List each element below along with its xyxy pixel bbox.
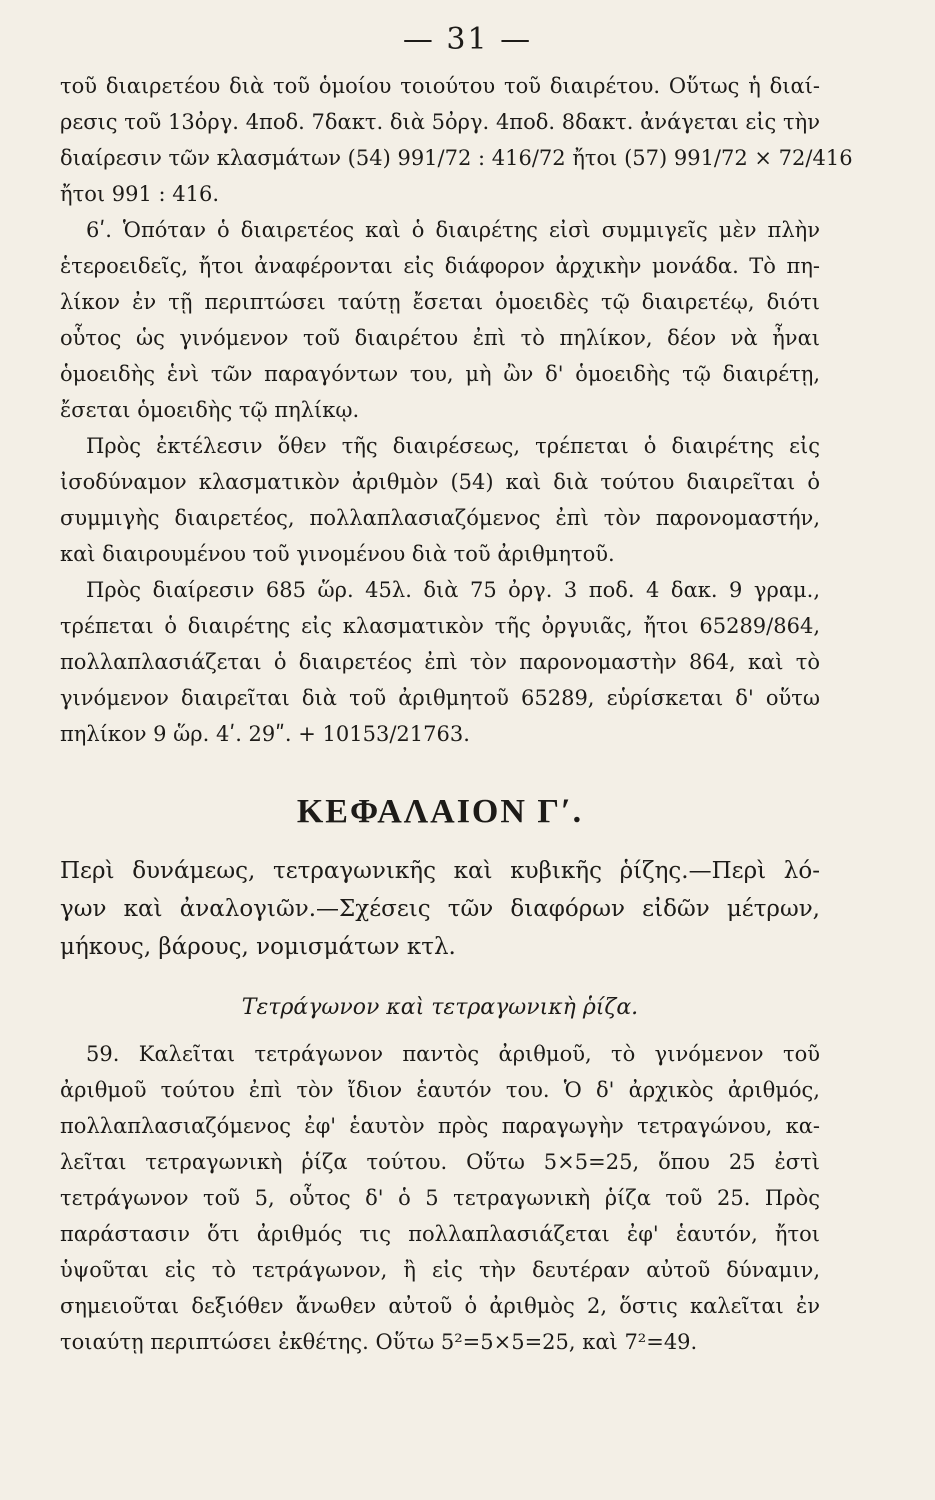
section-title: Τετράγωνον καὶ τετραγωνικὴ ῥίζα. <box>241 995 639 1020</box>
text-line: πηλίκον 9 ὥρ. 4ʹ. 29ʺ. + 10153/21763. <box>60 722 470 746</box>
text-line: σημειοῦται δεξιόθεν ἄνωθεν αὐτοῦ ὁ ἀριθμὸς 2, ὅστις καλεῖται ἐν <box>60 1294 820 1318</box>
page-number: — 31 — <box>402 22 533 57</box>
text-line: τοῦ διαιρετέου διὰ τοῦ ὁμοίου τοιούτου τοῦ διαιρέτου. Οὕτως ἡ διαί- <box>60 74 820 98</box>
chapter-heading: ΚΕΦΑΛΑΙΟΝ Γʹ. <box>296 793 584 830</box>
chapter-subtitle-line: μήκους, βάρους, νομισμάτων κτλ. <box>60 934 456 960</box>
text-line: ὑψοῦται εἰς τὸ τετράγωνον, ἢ εἰς τὴν δευτέραν αὐτοῦ δύναμιν, <box>60 1258 820 1282</box>
text-line: παράστασιν ὅτι ἀριθμός τις πολλαπλασιάζεται ἐφ' ἑαυτόν, ἤτοι <box>60 1222 820 1246</box>
text-line: τοιαύτῃ περιπτώσει ἐκθέτης. Οὕτω 5²=5×5=25, καὶ 7²=49. <box>60 1330 698 1354</box>
text-line: 59. Καλεῖται τετράγωνον παντὸς ἀριθμοῦ, τὸ γινόμενον τοῦ <box>86 1042 820 1066</box>
text-line: ἔσεται ὁμοειδὴς τῷ πηλίκῳ. <box>60 398 360 422</box>
text-line: Πρὸς διαίρεσιν 685 ὥρ. 45λ. διὰ 75 ὀργ. 3 ποδ. 4 δακ. 9 γραμ., <box>86 578 820 602</box>
text-line: ὁμοειδὴς ἑνὶ τῶν παραγόντων του, μὴ ὢν δ' ὁμοειδὴς τῷ διαιρέτῃ, <box>60 362 820 386</box>
text-line: οὗτος ὡς γινόμενον τοῦ διαιρέτου ἐπὶ τὸ πηλίκον, δέον νὰ ἦναι <box>60 326 820 350</box>
text-line: συμμιγὴς διαιρετέος, πολλαπλασιαζόμενος ἐπὶ τὸν παρονομαστήν, <box>60 506 820 530</box>
text-line: γινόμενον διαιρεῖται διὰ τοῦ ἀριθμητοῦ 65289, εὑρίσκεται δ' οὕτω <box>60 686 820 710</box>
chapter-subtitle-line: Περὶ δυνάμεως, τετραγωνικῆς καὶ κυβικῆς ῥίζης.—Περὶ λό- <box>60 858 820 884</box>
text-line: τετράγωνον τοῦ 5, οὗτος δ' ὁ 5 τετραγωνικὴ ῥίζα τοῦ 25. Πρὸς <box>60 1186 820 1210</box>
text-line: ἑτεροειδεῖς, ἤτοι ἀναφέρονται εἰς διάφορον ἀρχικὴν μονάδα. Τὸ πη- <box>60 254 820 278</box>
text-line: πολλαπλασιαζόμενος ἐφ' ἑαυτὸν πρὸς παραγωγὴν τετραγώνου, κα- <box>60 1114 820 1138</box>
text-line: ἀριθμοῦ τούτου ἐπὶ τὸν ἴδιον ἑαυτόν του. Ὁ δ' ἀρχικὸς ἀριθμός, <box>60 1078 820 1102</box>
text-line: ρεσις τοῦ 13ὀργ. 4ποδ. 7δακτ. διὰ 5ὀργ. 4ποδ. 8δακτ. ἀνάγεται εἰς τὴν <box>60 110 820 134</box>
text-line: πολλαπλασιάζεται ὁ διαιρετέος ἐπὶ τὸν παρονομαστὴν 864, καὶ τὸ <box>60 650 820 674</box>
text-line: 6ʹ. Ὁπόταν ὁ διαιρετέος καὶ ὁ διαιρέτης εἰσὶ συμμιγεῖς μὲν πλὴν <box>86 218 820 242</box>
page-body <box>60 68 853 1360</box>
text-line: λεῖται τετραγωνικὴ ῥίζα τούτου. Οὕτω 5×5=25, ὅπου 25 ἐστὶ <box>60 1150 820 1174</box>
text-line: καὶ διαιρουμένου τοῦ γινομένου διὰ τοῦ ἀριθμητοῦ. <box>60 542 615 566</box>
text-line: διαίρεσιν τῶν κλασμάτων (54) 991/72 : 416/72 ἤτοι (57) 991/72 × 72/416 <box>60 146 853 170</box>
text-line: ἰσοδύναμον κλασματικὸν ἀριθμὸν (54) καὶ διὰ τούτου διαιρεῖται ὁ <box>60 470 820 494</box>
text-line: ἤτοι 991 : 416. <box>60 182 220 206</box>
text-line: λίκον ἐν τῇ περιπτώσει ταύτῃ ἔσεται ὁμοειδὲς τῷ διαιρετέῳ, διότι <box>60 290 820 314</box>
text-line: τρέπεται ὁ διαιρέτης εἰς κλασματικὸν τῆς ὀργυιᾶς, ἤτοι 65289/864, <box>60 614 820 638</box>
text-line: Πρὸς ἐκτέλεσιν ὅθεν τῆς διαιρέσεως, τρέπεται ὁ διαιρέτης εἰς <box>86 434 820 458</box>
chapter-subtitle-line: γων καὶ ἀναλογιῶν.—Σχέσεις τῶν διαφόρων εἰδῶν μέτρων, <box>60 896 820 922</box>
